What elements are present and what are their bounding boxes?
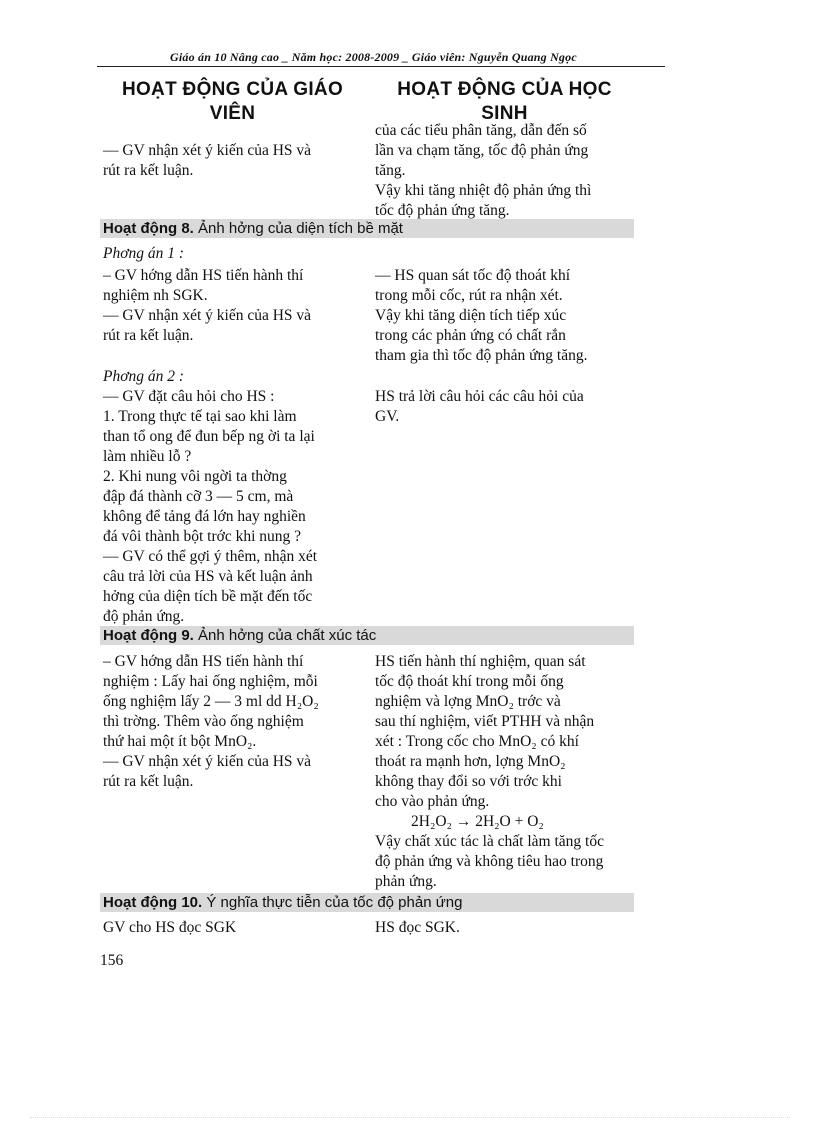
- activity-title: Ý nghĩa thực tiễn của tốc độ phản ứng: [206, 894, 463, 911]
- text-line: Vậy khi tăng diện tích tiếp xúc: [375, 307, 567, 324]
- text-line: xét : Trong cốc cho MnO₂ có khí: [375, 733, 579, 750]
- text-line: — GV nhận xét ý kiến của HS và: [103, 142, 312, 159]
- option-2-label: Phơng án 2 :: [103, 368, 185, 385]
- page-bottom-rule: [30, 1117, 790, 1118]
- activity-9-heading: [100, 626, 634, 645]
- text-line: đá vôi thành bột trớc khi nung ?: [103, 528, 302, 545]
- top-student-text: [375, 121, 637, 217]
- text-line: nghiệm nh SGK.: [103, 287, 208, 304]
- text-line: Vậy khi tăng nhiệt độ phản ứng thì: [375, 182, 592, 199]
- text-line: nghiệm : Lấy hai ống nghiệm, mỗi: [103, 673, 318, 690]
- page-number: 156: [100, 952, 124, 969]
- text-line: HS tiến hành thí nghiệm, quan sát: [375, 653, 586, 670]
- text-line: HS trả lời câu hỏi các câu hỏi của: [375, 388, 584, 405]
- text-line: ống nghiệm lấy 2 — 3 ml dd H₂O₂: [103, 693, 319, 710]
- chemical-equation: 2H₂O₂ → 2H₂O + O₂: [411, 813, 544, 830]
- text-line: của các tiểu phân tăng, dẫn đến số: [375, 122, 587, 139]
- text-line: 1. Trong thực tế tại sao khi làm: [103, 408, 297, 425]
- text-line: rút ra kết luận.: [103, 162, 194, 179]
- text-line: thoát ra mạnh hơn, lợng MnO₂: [375, 753, 566, 770]
- text-line: — GV đặt câu hỏi cho HS :: [103, 388, 275, 405]
- text-line: độ phản ứng.: [103, 608, 185, 625]
- text-line: không thay đổi so với trớc khi: [375, 773, 562, 790]
- column-heading-student: HOẠT ĐỘNG CỦA HỌC SINH: [397, 79, 612, 124]
- text-line: cho vào phản ứng.: [375, 793, 490, 810]
- option-2-teacher-text: [103, 387, 365, 625]
- text-line: đập đá thành cỡ 3 — 5 cm, mà: [103, 488, 294, 505]
- text-line: độ phản ứng và không tiêu hao trong: [375, 853, 604, 870]
- text-line: 2. Khi nung vôi ngời ta thờng: [103, 468, 287, 485]
- text-line: phản ứng.: [375, 873, 437, 890]
- running-header: Giáo án 10 Nâng cao _ Năm học: 2008-2009 _ Giáo viên: Nguyễn Quang Ngọc: [170, 50, 577, 64]
- top-teacher-text: [103, 141, 365, 181]
- activity-label: Hoạt động 10.: [103, 894, 203, 911]
- activity-label: Hoạt động 9.: [103, 627, 194, 644]
- option-1-student-text: [375, 266, 637, 366]
- option-2-student-text: [375, 387, 637, 427]
- column-heading-teacher: HOẠT ĐỘNG CỦA GIÁO VIÊN: [121, 79, 344, 124]
- text-line: hởng của diện tích bề mặt đến tốc: [103, 588, 313, 605]
- text-line: GV.: [375, 408, 400, 425]
- text-line: trong mỗi cốc, rút ra nhận xét.: [375, 287, 563, 304]
- text-line: — GV có thể gợi ý thêm, nhận xét: [103, 548, 318, 565]
- activity-label: Hoạt động 8.: [103, 220, 194, 237]
- text-line: không để tảng đá lớn hay nghiền: [103, 508, 306, 525]
- text-line: nghiệm và lợng MnO₂ trớc và: [375, 693, 561, 710]
- text-line: – GV hớng dẫn HS tiến hành thí: [103, 653, 304, 670]
- text-line: — HS quan sát tốc độ thoát khí: [375, 267, 571, 284]
- text-line: rút ra kết luận.: [103, 327, 194, 344]
- text-line: tham gia thì tốc độ phản ứng tăng.: [375, 347, 588, 364]
- activity-title: Ảnh hởng của diện tích bề mặt: [198, 220, 403, 237]
- text-line: tăng.: [375, 162, 406, 179]
- text-line: câu trả lời của HS và kết luận ảnh: [103, 568, 313, 585]
- activity-9-student-text: [375, 652, 637, 892]
- text-line: sau thí nghiệm, viết PTHH và nhận: [375, 713, 595, 730]
- activity-9-teacher-text: [103, 652, 365, 792]
- text-line: lần va chạm tăng, tốc độ phản ứng: [375, 142, 589, 159]
- activity-10-teacher-text: GV cho HS đọc SGK: [103, 919, 237, 936]
- text-line: — GV nhận xét ý kiến của HS và: [103, 753, 312, 770]
- option-1-teacher-text: [103, 266, 365, 346]
- text-line: tốc độ thoát khí trong mỗi ống: [375, 673, 564, 690]
- activity-8-heading: [100, 219, 634, 238]
- text-line: tốc độ phản ứng tăng.: [375, 202, 510, 219]
- header-rule: [97, 66, 665, 67]
- text-line: – GV hớng dẫn HS tiến hành thí: [103, 267, 304, 284]
- text-line: than tổ ong để đun bếp ng ời ta lại: [103, 428, 315, 445]
- text-line: — GV nhận xét ý kiến của HS và: [103, 307, 312, 324]
- text-line: trong các phản ứng có chất rắn: [375, 327, 566, 344]
- text-line: làm nhiều lỗ ?: [103, 448, 192, 465]
- activity-10-heading: [100, 893, 634, 912]
- activity-title: Ảnh hởng của chất xúc tác: [198, 627, 377, 644]
- activity-10-student-text: HS đọc SGK.: [375, 919, 460, 936]
- text-line: rút ra kết luận.: [103, 773, 194, 790]
- text-line: Vậy chất xúc tác là chất làm tăng tốc: [375, 833, 604, 850]
- text-line: thì trờng. Thêm vào ống nghiệm: [103, 713, 304, 730]
- option-1-label: Phơng án 1 :: [103, 245, 185, 262]
- text-line: thứ hai một ít bột MnO₂.: [103, 733, 257, 750]
